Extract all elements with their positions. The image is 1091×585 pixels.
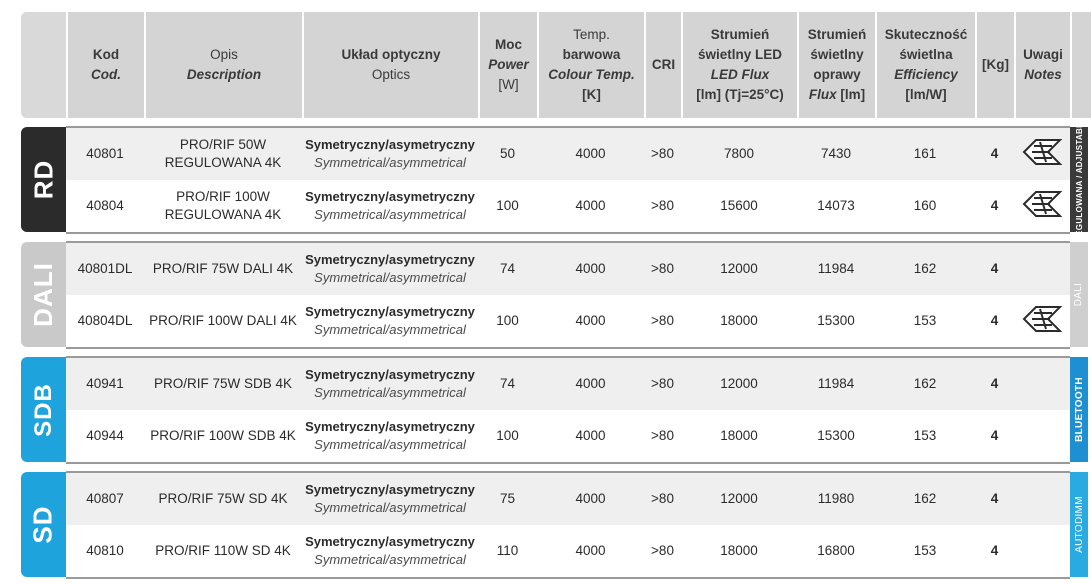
cell-text-desc1: PRO/RIF 100W [176, 189, 270, 204]
header-code-en: Cod. [91, 67, 121, 82]
cell-colour-temp [537, 358, 644, 410]
header-notes-pl: Uwagi [1023, 47, 1063, 62]
cell-text-temp: 4000 [575, 428, 606, 443]
cell-weight [975, 180, 1014, 232]
cell-text-power: 100 [496, 313, 519, 328]
cell-code [66, 295, 144, 347]
header-fix-flux-line4 [809, 85, 865, 105]
cell-weight [975, 243, 1014, 295]
cell-text-desc1: PRO/RIF 100W SDB 4K [150, 428, 296, 443]
cell-text-desc1: PRO/RIF 75W SD 4K [158, 491, 288, 506]
cell-text-desc1: PRO/RIF 75W DALI 4K [152, 261, 294, 276]
cell-optics [302, 243, 478, 295]
cell-description [144, 473, 302, 525]
header-fix-flux-pl2: świetlny [810, 47, 864, 62]
cell-fixture-flux [797, 180, 875, 232]
cell-text-flux: 11980 [817, 491, 855, 506]
cell-power [478, 243, 537, 295]
side-tab-dali: DALI [1070, 242, 1088, 347]
cell-text-cri: >80 [651, 376, 674, 391]
cell-text-code: 40804 [86, 198, 124, 213]
cell-cri [644, 525, 681, 577]
cell-notes [1014, 128, 1070, 180]
cell-text-flux: 15300 [817, 428, 855, 443]
cell-text-optics2: Symmetrical/asymmetrical [314, 155, 466, 170]
cell-led-flux [681, 473, 797, 525]
header-optics-en: Optics [371, 67, 411, 82]
adjustable-icon [1022, 138, 1062, 171]
table-row [66, 358, 1070, 410]
group-sdb-label: SDB [29, 382, 57, 437]
header-fix-flux-pl1: Strumień [807, 27, 867, 42]
cell-fixture-flux [797, 358, 875, 410]
header-notes [1014, 12, 1070, 118]
cell-description [144, 295, 302, 347]
header-eff-en: Efficiency [894, 67, 958, 82]
cell-code [66, 410, 144, 462]
header-led-flux-pl2: świetlny LED [697, 47, 783, 62]
cell-text-optics1: Symetryczny/asymetryczny [305, 252, 475, 267]
header-temp-pl2: barwowa [562, 47, 621, 62]
header-fix-flux-unit: [lm] [840, 87, 866, 102]
cell-text-flux: 15300 [817, 313, 855, 328]
cell-fixture-flux [797, 295, 875, 347]
cell-text-led-flux: 15600 [720, 198, 758, 213]
cell-text-power: 100 [496, 198, 519, 213]
cell-power [478, 525, 537, 577]
cell-text-desc1: PRO/RIF 100W DALI 4K [149, 313, 297, 328]
cell-efficiency [875, 473, 975, 525]
header-eff-unit: [lm/W] [905, 87, 947, 102]
cell-text-temp: 4000 [575, 543, 606, 558]
cell-text-led-flux: 18000 [720, 428, 758, 443]
cell-text-desc1: PRO/RIF 75W SDB 4K [153, 376, 293, 391]
cell-led-flux [681, 243, 797, 295]
cell-efficiency [875, 243, 975, 295]
cell-text-cri: >80 [651, 428, 674, 443]
table-row [66, 473, 1070, 525]
cell-text-temp: 4000 [575, 261, 606, 276]
cell-text-led-flux: 7800 [723, 146, 755, 161]
cell-text-optics2: Symmetrical/asymmetrical [314, 385, 466, 400]
cell-text-led-flux: 12000 [720, 261, 758, 276]
cell-text-eff: 162 [913, 376, 937, 391]
cell-led-flux [681, 128, 797, 180]
cell-colour-temp [537, 410, 644, 462]
header-led-flux-unit: [lm] (Tj=25°C) [696, 87, 784, 102]
cell-weight [975, 295, 1014, 347]
cell-efficiency [875, 180, 975, 232]
header-efficiency [875, 12, 975, 118]
cell-optics [302, 180, 478, 232]
cell-text-optics1: Symetryczny/asymetryczny [305, 534, 475, 549]
cell-text-code: 40810 [86, 543, 124, 558]
cell-text-optics2: Symmetrical/asymmetrical [314, 500, 466, 515]
cell-text-flux: 11984 [817, 261, 855, 276]
cell-text-cri: >80 [651, 198, 674, 213]
cell-text-cri: >80 [651, 543, 674, 558]
cell-code [66, 473, 144, 525]
cell-description [144, 180, 302, 232]
cell-text-temp: 4000 [575, 376, 606, 391]
cell-text-temp: 4000 [575, 198, 606, 213]
cell-efficiency [875, 410, 975, 462]
cell-code [66, 128, 144, 180]
side-tab-autodimm: AUTODIMM [1070, 472, 1088, 577]
cell-text-cri: >80 [651, 313, 674, 328]
cell-text-optics2: Symmetrical/asymmetrical [314, 437, 466, 452]
group-separator [66, 577, 1070, 579]
cell-notes [1014, 358, 1070, 410]
cell-text-power: 74 [499, 376, 516, 391]
cell-optics [302, 473, 478, 525]
cell-code [66, 243, 144, 295]
group-rd-label: RD [28, 159, 58, 200]
header-power-unit: [W] [498, 77, 519, 92]
cell-notes [1014, 180, 1070, 232]
group-separator [66, 462, 1070, 464]
cell-text-eff: 160 [913, 198, 937, 213]
cell-text-kg: 4 [990, 261, 999, 276]
header-code-pl: Kod [92, 47, 120, 62]
header-eff-pl1: Skuteczność [884, 27, 968, 42]
cell-text-power: 100 [496, 428, 519, 443]
cell-text-optics1: Symetryczny/asymetryczny [305, 304, 475, 319]
header-kg: [Kg] [982, 57, 1009, 72]
cell-text-optics2: Symmetrical/asymmetrical [314, 322, 466, 337]
cell-text-desc1: PRO/RIF 110W SD 4K [155, 543, 291, 558]
cell-notes [1014, 410, 1070, 462]
cell-power [478, 410, 537, 462]
cell-text-optics1: Symetryczny/asymetryczny [305, 482, 475, 497]
header-cri [644, 12, 681, 118]
group-separator [66, 347, 1070, 349]
header-tab-cell [1070, 12, 1091, 118]
cell-text-desc1: PRO/RIF 50W [179, 137, 267, 152]
cell-text-code: 40801DL [77, 261, 133, 276]
cell-text-cri: >80 [651, 491, 674, 506]
cell-power [478, 358, 537, 410]
cell-cri [644, 358, 681, 410]
header-eff-pl2: świetlna [899, 47, 953, 62]
cell-fixture-flux [797, 410, 875, 462]
cell-notes [1014, 525, 1070, 577]
header-notes-en: Notes [1024, 67, 1062, 82]
cell-cri [644, 180, 681, 232]
cell-text-optics1: Symetryczny/asymetryczny [305, 189, 475, 204]
cell-text-led-flux: 12000 [720, 376, 758, 391]
cell-text-eff: 153 [913, 543, 937, 558]
header-optics [302, 12, 478, 118]
header-led-flux [681, 12, 797, 118]
cell-text-kg: 4 [990, 198, 999, 213]
cell-power [478, 180, 537, 232]
cell-description [144, 243, 302, 295]
cell-text-code: 40807 [86, 491, 124, 506]
cell-text-code: 40941 [86, 376, 124, 391]
cell-efficiency [875, 358, 975, 410]
cell-colour-temp [537, 180, 644, 232]
cell-power [478, 473, 537, 525]
table-row [66, 243, 1070, 295]
cell-text-optics1: Symetryczny/asymetryczny [305, 137, 475, 152]
cell-text-kg: 4 [990, 428, 999, 443]
side-tab-bluetooth: BLUETOOTH [1070, 357, 1088, 462]
header-description [144, 12, 302, 118]
cell-text-power: 110 [496, 543, 519, 558]
cell-efficiency [875, 295, 975, 347]
cell-text-optics1: Symetryczny/asymetryczny [305, 367, 475, 382]
cell-notes [1014, 473, 1070, 525]
cell-text-flux: 14073 [817, 198, 855, 213]
cell-text-eff: 162 [913, 491, 937, 506]
cell-weight [975, 473, 1014, 525]
cell-cri [644, 473, 681, 525]
table-row [66, 180, 1070, 232]
cell-code [66, 180, 144, 232]
cell-text-optics1: Symetryczny/asymetryczny [305, 419, 475, 434]
cell-text-optics2: Symmetrical/asymmetrical [314, 552, 466, 567]
header-colour-temp [537, 12, 644, 118]
cell-text-code: 40944 [86, 428, 124, 443]
cell-text-code: 40804DL [77, 313, 133, 328]
cell-text-flux: 16800 [817, 543, 855, 558]
cell-code [66, 525, 144, 577]
cell-fixture-flux [797, 243, 875, 295]
cell-led-flux [681, 358, 797, 410]
group-separator [66, 232, 1070, 234]
cell-text-flux: 11984 [817, 376, 855, 391]
cell-code [66, 358, 144, 410]
cell-text-kg: 4 [990, 376, 999, 391]
cell-fixture-flux [797, 128, 875, 180]
cell-description [144, 410, 302, 462]
cell-description [144, 358, 302, 410]
table-row [66, 128, 1070, 180]
cell-description [144, 128, 302, 180]
cell-text-led-flux: 12000 [720, 491, 758, 506]
cell-text-kg: 4 [990, 543, 999, 558]
header-fix-flux-pl3: oprawy [813, 67, 861, 82]
cell-optics [302, 295, 478, 347]
side-tab-adjustable: REGULOWANA / ADJUSTABLE [1070, 127, 1088, 232]
cell-colour-temp [537, 473, 644, 525]
header-code [66, 12, 144, 118]
group-dali-label: DALI [28, 262, 59, 327]
cell-efficiency [875, 128, 975, 180]
header-temp-unit: [K] [582, 87, 601, 102]
table-row [66, 295, 1070, 347]
cell-text-kg: 4 [990, 313, 999, 328]
header-optics-pl: Układ optyczny [341, 47, 441, 62]
table-row [66, 525, 1070, 577]
cell-text-power: 50 [499, 146, 516, 161]
header-temp-pl1: Temp. [573, 27, 610, 42]
cell-text-temp: 4000 [575, 491, 606, 506]
cell-notes [1014, 243, 1070, 295]
cell-weight [975, 358, 1014, 410]
cell-text-cri: >80 [651, 146, 674, 161]
cell-text-eff: 153 [913, 428, 937, 443]
cell-text-led-flux: 18000 [720, 543, 758, 558]
header-corner [21, 12, 66, 118]
cell-power [478, 295, 537, 347]
cell-colour-temp [537, 295, 644, 347]
cell-text-cri: >80 [651, 261, 674, 276]
cell-text-temp: 4000 [575, 146, 606, 161]
cell-text-led-flux: 18000 [720, 313, 758, 328]
header-led-flux-en: LED Flux [710, 67, 770, 82]
adjustable-icon [1022, 305, 1062, 338]
header-desc-en: Description [186, 67, 262, 82]
cell-text-desc2: REGULOWANA 4K [164, 207, 282, 222]
cell-fixture-flux [797, 473, 875, 525]
cell-colour-temp [537, 243, 644, 295]
group-sd-label: SD [28, 505, 58, 544]
cell-text-kg: 4 [990, 491, 999, 506]
header-power [478, 12, 537, 118]
cell-optics [302, 128, 478, 180]
cell-cri [644, 128, 681, 180]
header-weight [975, 12, 1014, 118]
cell-text-power: 75 [499, 491, 516, 506]
cell-text-optics2: Symmetrical/asymmetrical [314, 270, 466, 285]
header-fixture-flux [797, 12, 875, 118]
cell-led-flux [681, 525, 797, 577]
cell-efficiency [875, 525, 975, 577]
cell-text-eff: 162 [913, 261, 937, 276]
cell-led-flux [681, 410, 797, 462]
cell-cri [644, 410, 681, 462]
cell-text-code: 40801 [86, 146, 124, 161]
cell-weight [975, 525, 1014, 577]
cell-led-flux [681, 295, 797, 347]
cell-optics [302, 410, 478, 462]
cell-description [144, 525, 302, 577]
adjustable-icon [1022, 190, 1062, 223]
cell-colour-temp [537, 525, 644, 577]
cell-weight [975, 410, 1014, 462]
cell-cri [644, 243, 681, 295]
cell-notes [1014, 295, 1070, 347]
cell-weight [975, 128, 1014, 180]
table-row [66, 410, 1070, 462]
header-cri-label: CRI [651, 57, 676, 72]
cell-text-optics2: Symmetrical/asymmetrical [314, 207, 466, 222]
cell-text-kg: 4 [990, 146, 999, 161]
cell-text-power: 74 [499, 261, 516, 276]
cell-text-desc2: REGULOWANA 4K [164, 155, 282, 170]
cell-power [478, 128, 537, 180]
cell-text-temp: 4000 [575, 313, 606, 328]
cell-text-flux: 7430 [820, 146, 852, 161]
cell-text-eff: 153 [913, 313, 937, 328]
header-desc-pl: Opis [210, 47, 238, 62]
header-led-flux-pl1: Strumień [710, 27, 770, 42]
cell-cri [644, 295, 681, 347]
header-temp-en: Colour Temp. [548, 67, 635, 82]
cell-fixture-flux [797, 525, 875, 577]
cell-optics [302, 525, 478, 577]
header-fix-flux-en: Flux [808, 87, 837, 102]
cell-led-flux [681, 180, 797, 232]
header-power-en: Power [488, 57, 529, 72]
header-power-pl: Moc [495, 37, 522, 52]
cell-optics [302, 358, 478, 410]
cell-colour-temp [537, 128, 644, 180]
cell-text-eff: 161 [913, 146, 937, 161]
